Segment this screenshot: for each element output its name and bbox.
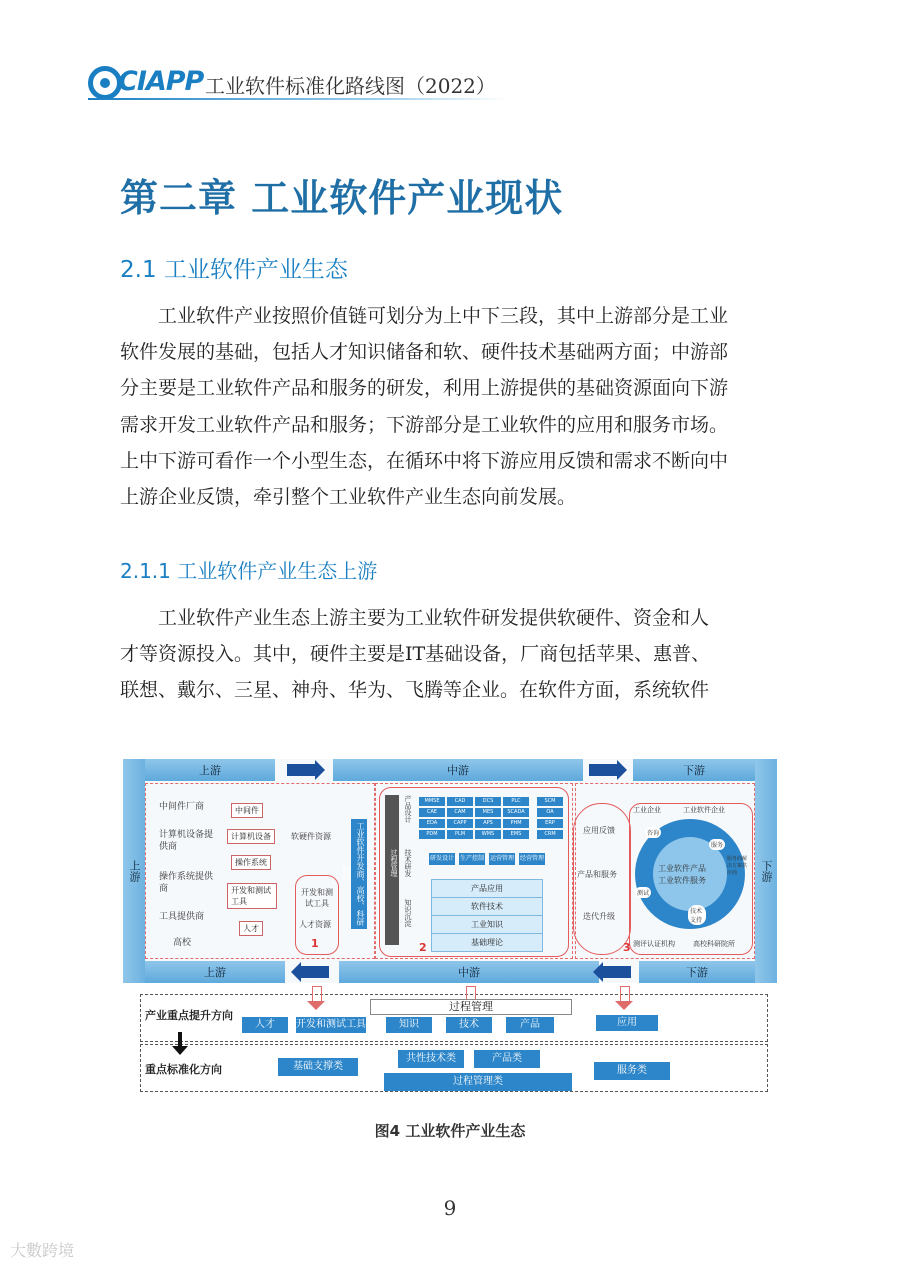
downstream-top-label: 工业软件企业 (683, 806, 725, 814)
arrow-right-icon (287, 764, 315, 776)
upstream-box: 人才 (239, 921, 263, 936)
donut-center-label: 工业软件产品 (658, 864, 706, 873)
mini-box: CAPP (447, 819, 473, 828)
mid-layer: 产品应用 (431, 879, 543, 898)
donut-segment: 服务商解决方案供应商 (727, 856, 748, 876)
downstream-bottom-label: 测评认证机构 (633, 940, 675, 948)
upstream-box: 操作系统 (231, 855, 271, 870)
mid-top-box: 生产控制 (459, 853, 485, 865)
upstream-label: 中间件厂商 (159, 802, 205, 812)
mini-box: CAM (447, 808, 473, 817)
mini-box: CAD (447, 797, 473, 806)
bottom-band-midstream: 中游 (339, 961, 599, 983)
figure-caption: 图4 工业软件产业生态 (374, 1122, 526, 1140)
mid-stack-item: 产品设计 (404, 795, 412, 823)
bottom-band-upstream: 上游 (145, 961, 285, 983)
arrow-left-icon (603, 966, 631, 978)
side-downstream: 下游 (755, 759, 777, 983)
section-number: 3 (623, 941, 631, 954)
mini-box: EDA (419, 819, 445, 828)
donut-segment: 服务 (709, 839, 725, 850)
downstream-top-label: 工业企业 (633, 806, 661, 814)
mini-box: PDM (419, 830, 445, 839)
upstream-box: 中间件 (231, 803, 263, 818)
mini-box: PLC (503, 797, 529, 806)
standard-item: 产品类 (474, 1050, 540, 1068)
mini-box: MMSE (419, 797, 445, 806)
paragraph-line: 上游企业反馈，牵引整个工业软件产业生态向前发展。 (120, 486, 577, 509)
standard-item: 共性技术类 (398, 1050, 464, 1068)
mid-top-box: 运营管理 (489, 853, 515, 865)
improvement-item: 开发和测试工具 (296, 1017, 366, 1033)
page-number: 9 (443, 1196, 457, 1220)
row-label: 产业重点提升方向 (145, 1009, 233, 1022)
upstream-label: 计算机设备提供商 (159, 830, 214, 852)
row-label: 重点标准化方向 (145, 1063, 222, 1076)
mini-box: PLM (447, 830, 473, 839)
down-arrow-head-icon (172, 1046, 188, 1055)
section-paragraph (120, 298, 782, 515)
paragraph-line: 联想、戴尔、三星、神舟、华为、飞腾等企业。在软件方面，系统软件 (120, 679, 710, 702)
section-number: 1 (311, 937, 319, 950)
upstream-output: 人才资源 (299, 920, 331, 929)
improvement-item: 知识 (386, 1017, 432, 1033)
mini-box: ERP (537, 819, 563, 828)
upstream-label: 高校 (173, 938, 192, 948)
watermark: 大數跨境 (10, 1241, 75, 1260)
downstream-bottom-label: 高校科研院所 (693, 940, 735, 948)
arrow-right-icon (589, 764, 617, 776)
paragraph-line: 才等资源投入。其中，硬件主要是IT基础设备，厂商包括苹果、惠普、 (120, 643, 711, 666)
section-heading: 2.1 工业软件产业生态 (120, 257, 348, 283)
paragraph-line: 上中下游可看作一个小型生态，在循环中将下游应用反馈和需求不断向中 (120, 449, 729, 472)
running-header-title: 工业软件标准化路线图（2022） (205, 74, 496, 98)
paragraph-line: 需求开发工业软件产品和服务；下游部分是工业软件的应用和服务市场。 (120, 413, 729, 436)
down-arrow-icon (312, 986, 322, 1001)
mini-box: CRM (537, 830, 563, 839)
standard-bar: 过程管理类 (384, 1073, 572, 1091)
mini-box: EMS (503, 830, 529, 839)
mini-box: SCM (537, 797, 563, 806)
section-number: 2 (419, 941, 427, 954)
donut-segment: 咨询 (645, 827, 661, 838)
feedback-label: 迭代升级 (583, 912, 615, 921)
paragraph-line: 工业软件产业按照价值链可划分为上中下三段，其中上游部分是工业 (158, 305, 729, 327)
mini-box: DCS (475, 797, 501, 806)
mid-stack-item: 技术研发 (404, 849, 412, 877)
top-band-downstream: 下游 (633, 759, 755, 781)
upstream-label: 操作系统提供商 (159, 872, 214, 894)
donut-segment: 测试 (635, 887, 651, 898)
mini-box: WMS (475, 830, 501, 839)
mini-box: MES (475, 808, 501, 817)
feedback-label: 产品和服务 (577, 870, 617, 879)
process-management-header: 过程管理 (370, 999, 572, 1015)
top-band-midstream: 中游 (333, 759, 583, 781)
mini-box: OA (537, 808, 563, 817)
mid-layer: 工业知识 (431, 915, 543, 934)
improvement-item: 人才 (242, 1017, 288, 1033)
paragraph-line: 工业软件产业生态上游主要为工业软件研发提供软硬件、资金和人 (158, 607, 710, 629)
down-arrow-icon (620, 986, 630, 1001)
mini-box: APS (475, 819, 501, 828)
paragraph-line: 软件发展的基础，包括人才知识储备和软、硬件技术基础两方面；中游部 (120, 341, 729, 364)
mini-box: CAE (419, 808, 445, 817)
top-band-upstream: 上游 (145, 759, 275, 781)
upstream-box: 开发和测试工具 (227, 883, 277, 909)
improvement-item: 应用 (596, 1015, 658, 1031)
upstream-output: 开发和测试工具 (301, 888, 333, 908)
upstream-output: 软硬件资源 (291, 832, 331, 841)
mid-stack-item: 知识沉淀 (404, 899, 412, 927)
paragraph-line: 分主要是工业软件产品和服务的研发，利用上游提供的基础资源面向下游 (120, 377, 729, 400)
logo-ring-icon (88, 66, 122, 100)
bottom-band-downstream: 下游 (639, 961, 755, 983)
donut-segment: 技术支持 (688, 905, 706, 925)
mid-top-box: 经营管理 (519, 853, 545, 865)
upstream-box: 计算机设备 (227, 829, 275, 844)
subsection-heading: 2.1.1 工业软件产业生态上游 (120, 559, 378, 583)
header-rule (88, 98, 508, 100)
mini-box: PHM (503, 819, 529, 828)
chapter-title: 第二章 工业软件产业现状 (120, 175, 564, 220)
ecosystem-figure (123, 759, 777, 983)
mini-box: SCADA (503, 808, 529, 817)
improvement-item: 产品 (506, 1017, 554, 1033)
developer-label: 工业软件开发商、高校、科研院所 (351, 819, 367, 929)
logo-text: CIAPP (118, 66, 204, 97)
arrow-left-icon (301, 966, 329, 978)
standard-item: 服务类 (594, 1062, 670, 1080)
feedback-label: 应用反馈 (583, 826, 615, 835)
upstream-label: 工具提供商 (159, 912, 205, 922)
mid-layer: 软件技术 (431, 897, 543, 916)
mid-stack-item: 过程管理 (390, 849, 398, 877)
subsection-paragraph (120, 600, 782, 709)
side-upstream: 上游 (123, 759, 145, 983)
mid-top-box: 研发设计 (429, 853, 455, 865)
donut-center-label: 工业软件服务 (658, 876, 706, 885)
improvement-item: 技术 (446, 1017, 492, 1033)
mid-layer: 基础理论 (431, 933, 543, 952)
standard-item: 基础支撑类 (278, 1058, 358, 1076)
